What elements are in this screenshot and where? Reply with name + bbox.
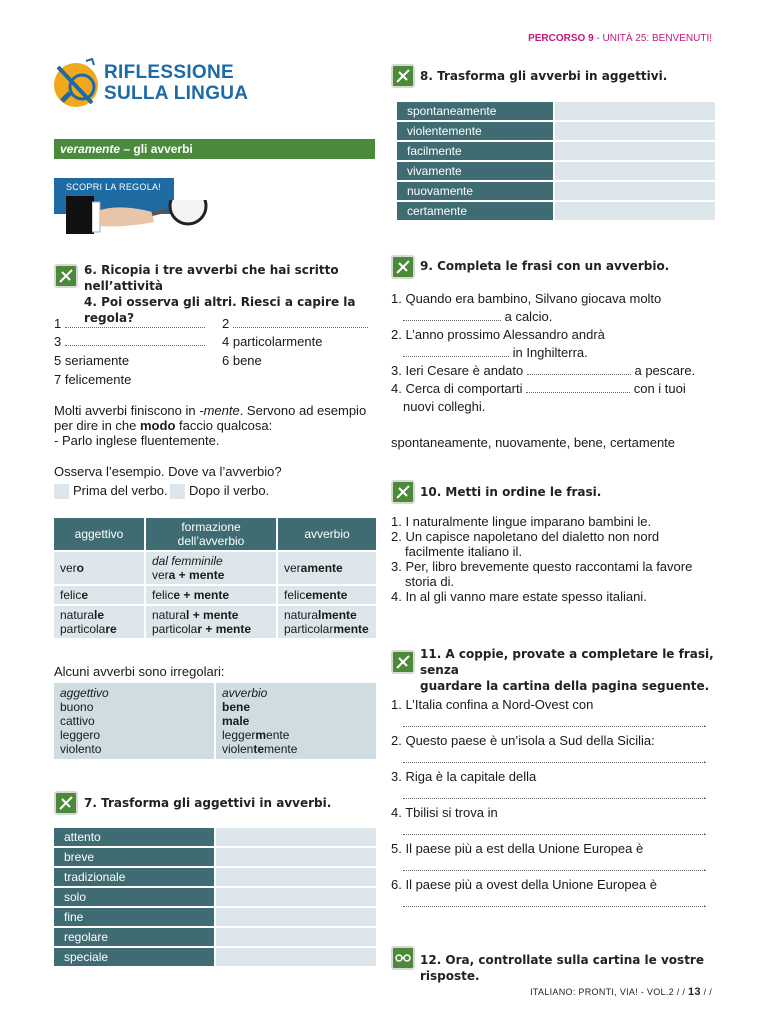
answer-cell[interactable] [216,828,376,846]
exercise-10-sentences: 1. I naturalmente lingue imparano bambini le. 2. Un capisce napoletano del dialetto non nord facilmente italiano il. 3. Per, libro brevemente questo raccontami la favore storia di. 4. In al gli vanno mare estate spesso italiani. [391,514,693,604]
table-row: attento [54,828,376,846]
exercise-10-title: 10. Metti in ordine le frasi. [420,485,602,499]
table-row: violentemente [397,122,715,140]
section-title: RIFLESSIONE SULLA LINGUA [104,62,249,104]
checkbox-before[interactable] [54,484,69,499]
item-4: 4 particolarmente [222,334,323,349]
answer-cell[interactable] [216,848,376,866]
table-row: felice felice + mente felicemente [54,586,376,604]
glasses-check-icon [391,946,415,970]
answer-cell[interactable] [555,102,715,120]
answer-3: 3 [54,333,205,351]
exercise-7-title: 7. Trasforma gli aggettivi in avverbi. [84,796,332,810]
answer-1: 1 [54,315,205,333]
table-row: solo [54,888,376,906]
blank-field[interactable] [403,798,703,799]
table-row: regolare [54,928,376,946]
answer-cell[interactable] [555,122,715,140]
answer-cell[interactable] [216,888,376,906]
blank-field[interactable] [403,870,703,871]
item-5: 5 seriamente [54,353,130,368]
word-bank: spontaneamente, nuovamente, bene, certamente [391,435,676,450]
reflection-logo-icon [52,57,102,116]
answer-cell[interactable] [555,202,715,220]
item-7: 7 felicemente [54,372,132,387]
table-row: facilmente [397,142,715,160]
col-header-adjective: aggettivo [54,518,144,550]
running-header: PERCORSO 9 - UNITÀ 25: BENVENUTI! [528,33,712,44]
blank-field[interactable] [403,834,703,835]
answer-cell[interactable] [555,182,715,200]
table-row: speciale [54,948,376,966]
answer-cell[interactable] [216,928,376,946]
table-row: nuovamente [397,182,715,200]
table-row: spontaneamente [397,102,715,120]
exercise-icon [391,64,415,88]
exercise-12-title: 12. Ora, controllate sulla cartina le vostre risposte. [420,953,704,983]
exercise-9-sentences: 1. Quando era bambino, Silvano giocava molto a calcio. 2. L’anno prossimo Alessandro andrà in Inghilterra. 3. Ieri Cesare è andato a pescare. 4. Cerca di comportarti con i tuoi nuovi colleghi. [391,291,696,414]
table-row: breve [54,848,376,866]
answer-cell[interactable] [216,868,376,886]
exercise-icon [391,480,415,504]
blank-field[interactable] [403,356,509,357]
table-row: fine [54,908,376,926]
blank-field[interactable] [403,762,703,763]
magnifier-hand-icon [92,200,212,239]
rule-text: Molti avverbi finiscono in -mente. Servono ad esempio per dire in che modo faccio qualcosa: - Parlo inglese fluentemente. [54,403,367,448]
exercise-9-title: 9. Completa le frasi con un avverbio. [420,259,670,273]
table-row: vero dal femminile vera + mente veramente [54,552,376,584]
irregular-adjectives: aggettivo buono cattivo leggero violento [54,683,214,759]
irregular-adverbs: avverbio bene male leggermente violentemente [216,683,376,759]
blank-field[interactable] [403,906,703,907]
table-row: vivamente [397,162,715,180]
answer-cell[interactable] [555,142,715,160]
observe-question: Osserva l’esempio. Dove va l’avverbio? [54,464,282,479]
exercise-icon [391,650,415,674]
item-6: 6 bene [222,353,262,368]
blank-field[interactable] [527,374,631,375]
irregular-table [52,681,378,761]
exercise-icon [54,264,78,288]
table-row: tradizionale [54,868,376,886]
blank-field[interactable] [403,726,703,727]
exercise-8-title: 8. Trasforma gli avverbi in aggettivi. [420,69,668,83]
answer-cell[interactable] [216,908,376,926]
blank-field[interactable] [403,320,501,321]
col-header-adverb: avverbio [278,518,376,550]
answer-2: 2 [222,315,368,333]
section-bar: veramente – gli avverbi [54,139,375,159]
col-header-formation: formazione dell’avverbio [146,518,276,550]
table-row: certamente [397,202,715,220]
option-after-verb[interactable]: Dopo il verbo. [170,482,269,500]
page-footer: ITALIANO: PRONTI, VIA! - VOL.2 / / 13 / / [530,986,712,998]
exercise-icon [391,255,415,279]
exercise-7-table [52,826,378,968]
table-row: naturale particolare natural + mente particolar + mente naturalmente particolarmente [54,606,376,638]
blank-field[interactable] [526,392,630,393]
formation-table [52,516,378,640]
checkbox-after[interactable] [170,484,185,499]
answer-cell[interactable] [216,948,376,966]
exercise-11-questions: 1. L’Italia confina a Nord-Ovest con . 2. Questo paese è un’isola a Sud della Sicilia: . 3. Riga è la capitale della . 4. Tbilisi si trova in . 5. Il paese più a est della Unione Europea è . 6. Il paese più a ovest della Unione Europea è . [391,697,707,910]
exercise-6-title: 6. Ricopia i tre avverbi che hai scritto nell’attività 4. Poi osserva gli altri. Riesci a capire la regola? [84,263,356,325]
answer-cell[interactable] [555,162,715,180]
discover-rule-banner: SCOPRI LA REGOLA! [54,178,174,214]
exercise-8-table [395,100,717,222]
exercise-11-title: 11. A coppie, provate a completare le frasi, senza guardare la cartina della pagina seguente. [420,647,714,693]
irregular-intro: Alcuni avverbi sono irregolari: [54,664,225,679]
option-before-verb[interactable]: Prima del verbo. [54,482,168,500]
sleeve-graphic [66,196,94,234]
exercise-icon [54,791,78,815]
